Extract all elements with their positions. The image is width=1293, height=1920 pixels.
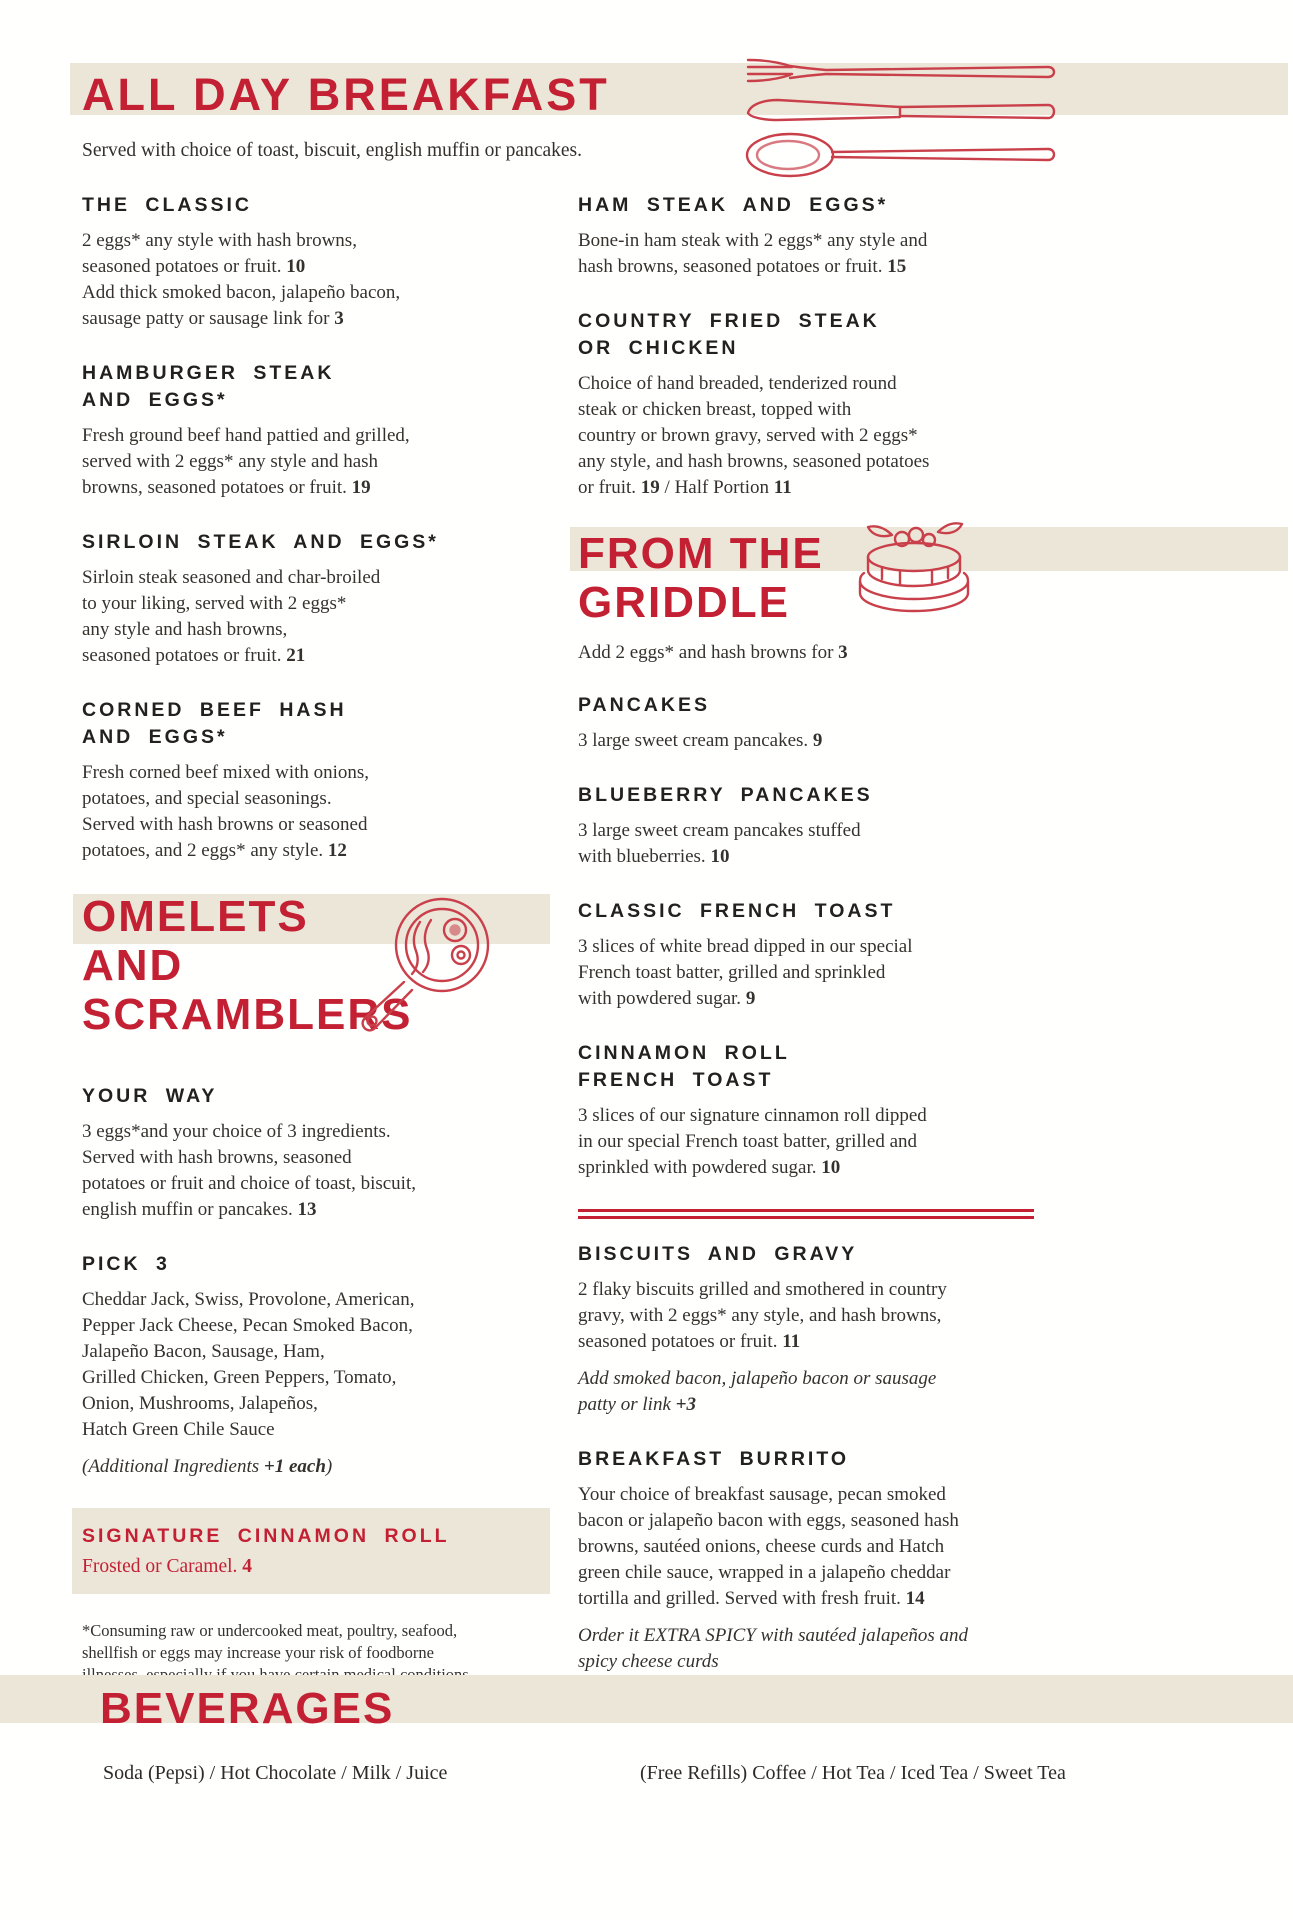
item-note: Order it EXTRA SPICY with sautéed jalapeños and spicy cheese curds xyxy=(578,1625,969,1672)
menu-item-biscuits-and-gravy xyxy=(578,1241,1052,1418)
item-description: Bone-in ham steak with 2 eggs* any style and hash browns, seasoned potatoes or fruit. 15 xyxy=(578,230,928,277)
cutlery-icon xyxy=(742,56,1062,178)
item-description: 3 large sweet cream pancakes. 9 xyxy=(578,730,823,751)
item-description: 3 eggs*and your choice of 3 ingredients. Served with hash browns, seasoned potatoes or fruit and choice of toast, biscuit, english muffin or pancakes. 13 xyxy=(82,1121,416,1220)
item-title: CINNAMON ROLL FRENCH TOAST xyxy=(578,1042,790,1091)
header-subtitle: Served with choice of toast, biscuit, english muffin or pancakes. xyxy=(82,140,583,161)
beverages-group-1: Soda (Pepsi) / Hot Chocolate / Milk / Juice xyxy=(103,1762,448,1784)
item-title: YOUR WAY xyxy=(82,1085,218,1107)
disclaimer-text: *Consuming raw or undercooked meat, poultry, seafood, shellfish or eggs may increase your risk of foodborne xyxy=(82,1621,458,1662)
item-title: THE CLASSIC xyxy=(82,194,253,216)
pancakes-icon xyxy=(850,515,985,634)
item-title: PICK 3 xyxy=(82,1253,170,1275)
menu-item-ham-steak-and-eggs xyxy=(578,192,1052,280)
menu-item-classic-french-toast xyxy=(578,898,1052,1012)
item-title: BREAKFAST BURRITO xyxy=(578,1448,850,1470)
menu-item-your-way xyxy=(82,1083,518,1223)
menu-item-blueberry-pancakes xyxy=(578,782,1052,870)
page-title: ALL DAY BREAKFAST xyxy=(82,69,610,120)
item-description: 3 slices of white bread dipped in our special French toast batter, grilled and sprinkled with powdered sugar. 9 xyxy=(578,936,913,1009)
item-description: 2 eggs* any style with hash browns, seasoned potatoes or fruit. 10 Add thick smoked bacon, jalapeño bacon, sausage patty or sausage link for 3 xyxy=(82,230,401,329)
menu-item-country-fried-steak-or-chicken xyxy=(578,308,1052,501)
item-title: CLASSIC FRENCH TOAST xyxy=(578,900,896,922)
menu-item-pick-3 xyxy=(82,1251,518,1480)
beverages-list xyxy=(103,1762,1253,1785)
item-note: (Additional Ingredients +1 each) xyxy=(82,1456,333,1477)
item-description: Cheddar Jack, Swiss, Provolone, American, Pepper Jack Cheese, Pecan Smoked Bacon, Jalapeño Bacon, Sausage, Ham, Grilled Chicken, Green Peppers, Tomato, Onion, Mushrooms, Jalapeños, Hatch Green Chile Sauce xyxy=(82,1289,415,1440)
item-title: HAM STEAK AND EGGS* xyxy=(578,194,889,216)
right-column xyxy=(578,192,1052,1703)
item-title: SIRLOIN STEAK AND EGGS* xyxy=(82,531,439,553)
item-title: BLUEBERRY PANCAKES xyxy=(578,784,873,806)
highlight-title: SIGNATURE CINNAMON ROLL xyxy=(82,1525,450,1547)
item-description: Your choice of breakfast sausage, pecan smoked bacon or jalapeño bacon with eggs, seasoned hash browns, sautéed onions, cheese curds and Hatch green chile sauce, wrapped in a jalapeño cheddar tortilla and grilled. Served with fresh fruit. 14 xyxy=(578,1484,959,1609)
item-title: COUNTRY FRIED STEAK OR CHICKEN xyxy=(578,310,880,359)
menu-item-hamburger-steak-and-eggs xyxy=(82,360,518,501)
item-description: Sirloin steak seasoned and char-broiled to your liking, served with 2 eggs* any style and hash browns, seasoned potatoes or fruit. 21 xyxy=(82,567,381,666)
item-description: Fresh corned beef mixed with onions, potatoes, and special seasonings. Served with hash browns or seasoned potatoes, and 2 eggs* any style. 12 xyxy=(82,762,370,861)
left-column xyxy=(82,192,518,1686)
section-title: OMELETS AND SCRAMBLERS xyxy=(82,892,413,1039)
item-description: 3 large sweet cream pancakes stuffed with blueberries. 10 xyxy=(578,820,861,867)
highlight-signature-cinnamon-roll xyxy=(72,1508,550,1594)
item-description: 3 slices of our signature cinnamon roll dipped in our special French toast batter, grilled and sprinkled with powdered sugar. 10 xyxy=(578,1105,927,1178)
section-title: FROM THE GRIDDLE xyxy=(578,529,824,627)
section-divider xyxy=(578,1209,1034,1219)
section-subtitle: Add 2 eggs* and hash browns for 3 xyxy=(578,642,848,663)
skillet-icon xyxy=(334,888,509,1043)
item-description: Fresh ground beef hand pattied and grilled, served with 2 eggs* any style and hash browns, seasoned potatoes or fruit. 19 xyxy=(82,425,410,498)
item-title: PANCAKES xyxy=(578,694,710,716)
highlight-description: Frosted or Caramel. 4 xyxy=(82,1556,253,1577)
item-title: BISCUITS AND GRAVY xyxy=(578,1243,858,1265)
beverages-title: BEVERAGES xyxy=(100,1684,395,1733)
menu-item-corned-beef-hash-and-eggs xyxy=(82,697,518,864)
item-description: 2 flaky biscuits grilled and smothered in country gravy, with 2 eggs* any style, and hash browns, seasoned potatoes or fruit. 11 xyxy=(578,1279,947,1352)
menu-item-sirloin-steak-and-eggs xyxy=(82,529,518,669)
menu-item-pancakes xyxy=(578,692,1052,754)
menu-item-breakfast-burrito xyxy=(578,1446,1052,1675)
beverages-group-2: (Free Refills) Coffee / Hot Tea / Iced Tea / Sweet Tea xyxy=(640,1762,1066,1784)
section-omelets xyxy=(82,892,518,1039)
item-title: HAMBURGER STEAK AND EGGS* xyxy=(82,362,335,411)
item-note: Add smoked bacon, jalapeño bacon or sausage patty or link +3 xyxy=(578,1368,937,1415)
section-griddle xyxy=(578,529,1052,666)
item-title: CORNED BEEF HASH AND EGGS* xyxy=(82,699,347,748)
menu-item-the-classic xyxy=(82,192,518,332)
menu-item-cinnamon-roll-french-toast xyxy=(578,1040,1052,1181)
item-description: Choice of hand breaded, tenderized round steak or chicken breast, topped with country or brown gravy, served with 2 eggs* any style, and hash browns, seasoned potatoes or fruit. 19 / Half Portion 11 xyxy=(578,373,930,498)
